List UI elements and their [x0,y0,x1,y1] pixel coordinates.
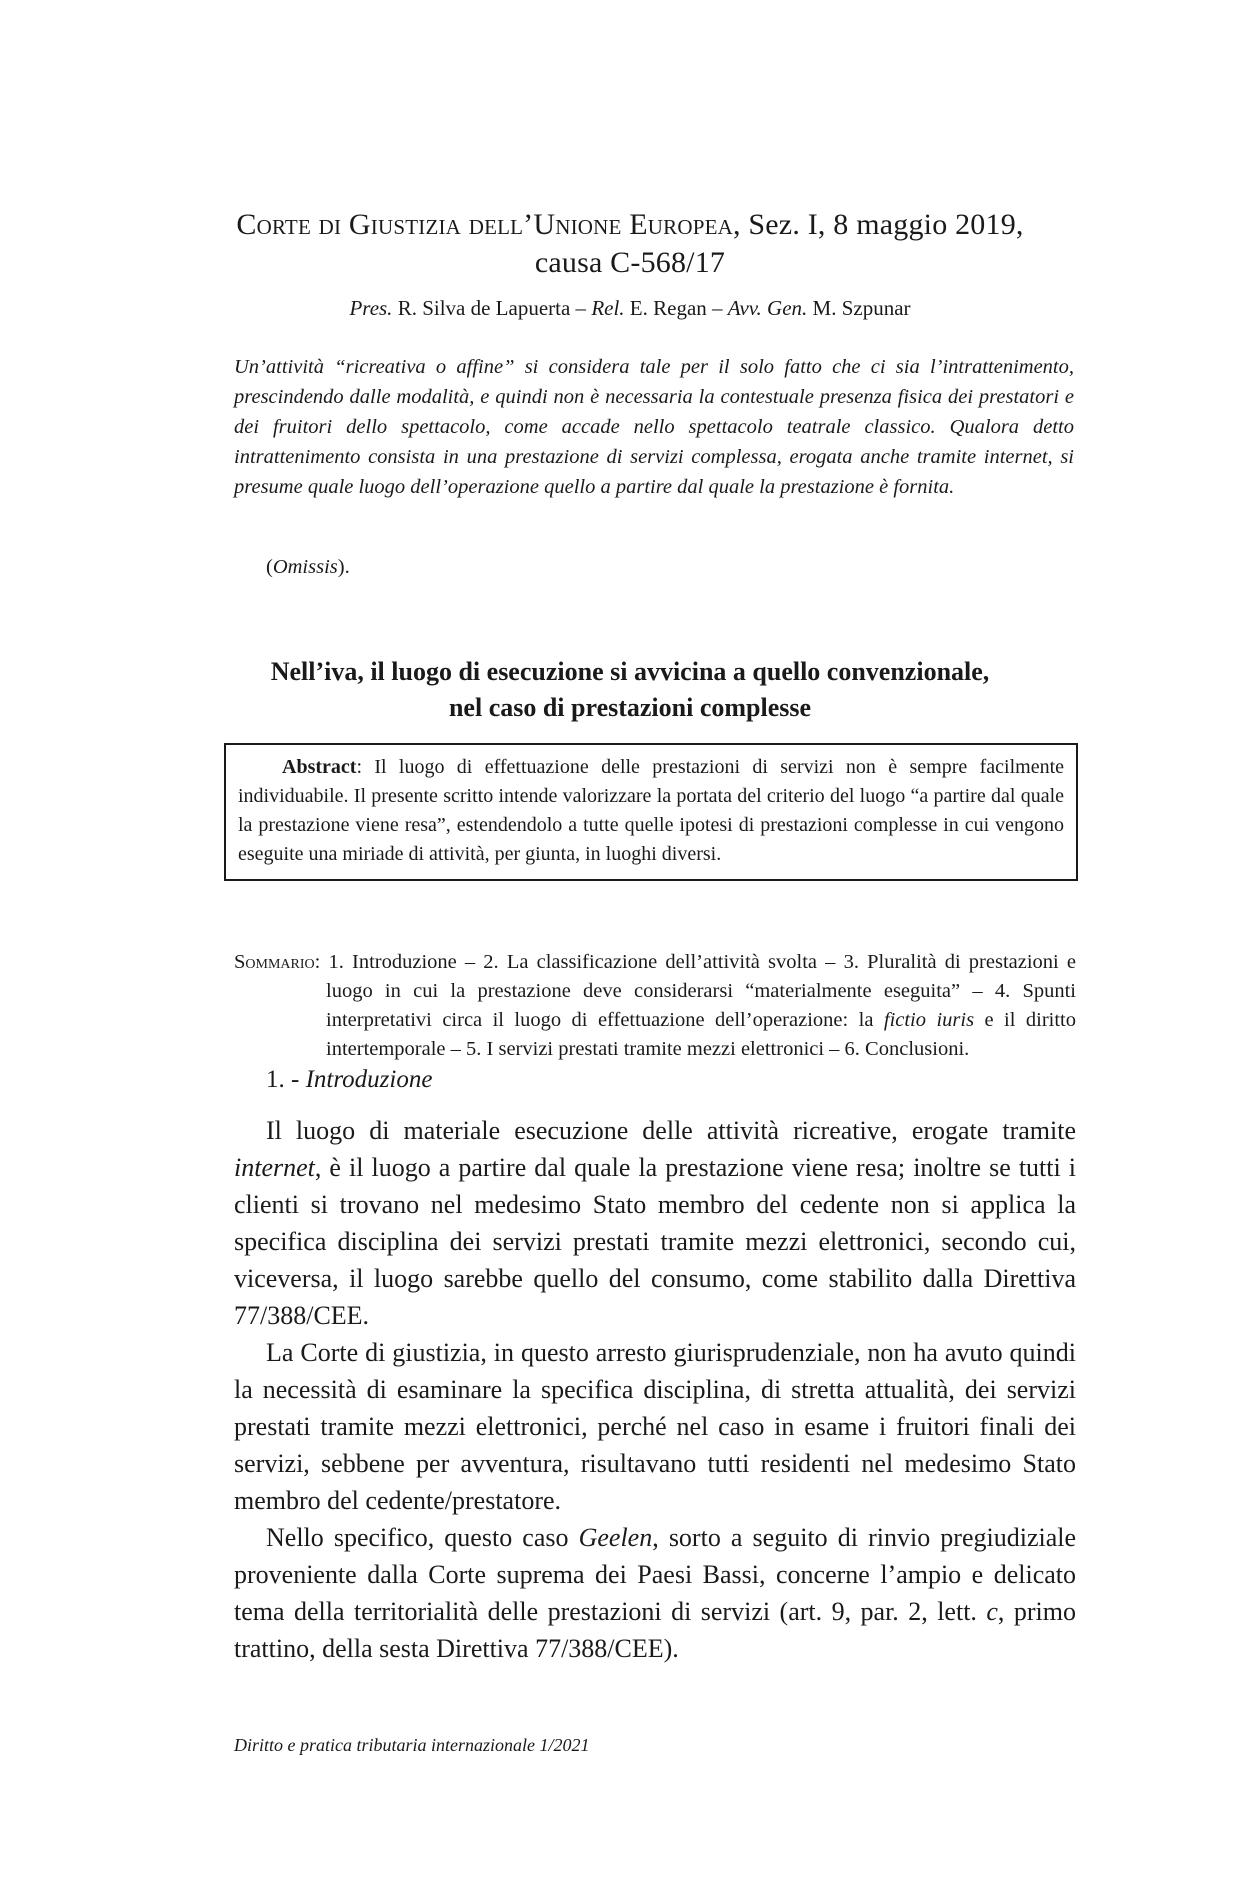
section-title: Introduzione [305,1066,433,1093]
avv-name: M. Szpunar [807,296,911,320]
journal-footer: Diritto e pratica tributaria internazionale 1/2021 [234,1735,590,1755]
summary-block [234,948,1076,1064]
section-heading [266,1066,432,1094]
paragraph-3-letter-c: c [986,1597,998,1626]
case-number: causa C-568/17 [534,246,726,279]
paragraph-1 [234,1112,1076,1334]
paragraph-1-text-a: Il luogo di materiale esecuzione delle attività ricreative, erogate tramite [266,1116,1076,1145]
omissis-close: ). [337,556,350,578]
omissis-open: ( [266,556,273,578]
paragraph-3-text-c: , primo trattino, della sesta Direttiva 77/388/CEE). [234,1597,1076,1663]
summary [234,948,1076,1064]
avv-label: Avv. Gen. [727,296,808,320]
paragraph-3-geelen: Geelen [578,1523,653,1552]
headnote: Un’attività “ricreativa o affine” si considera tale per il solo fatto che ci sia l’intrattenimento, prescindendo dalle modalità, e quindi non è necessaria la contestuale presenza fisica dei prestatori e dei fruitori dello spettacolo, come accade nello spettacolo teatrale classico. Qualora detto intrattenimento consista in una prestazione di servizi complessa, erogata anche tramite internet, si presume quale luogo dell’operazione quello a partire dal quale la prestazione è fornita. [234,356,1074,498]
article-title [180,654,1080,726]
pres-name: R. Silva de Lapuerta – [392,296,592,320]
summary-text-a: : 1. Introduzione – 2. La classificazione dell’attività svolta – 3. Pluralità di prestazioni e luogo in cui la prestazione deve considerarsi “materialmente eseguita” – 4. Spunti interpretativi circa il luogo di effettuazione dell’operazione: la [314,951,1076,1031]
paragraph-1-internet: internet [234,1153,315,1182]
summary-fictio: fictio iuris [883,1009,975,1031]
abstract-label: Abstract [282,756,357,778]
paragraph-3-text-a: Nello specifico, questo caso [266,1523,579,1552]
judges-line [180,296,1080,321]
omissis-note [266,556,350,579]
paragraph-2: La Corte di giustizia, in questo arresto giurisprudenziale, non ha avuto quindi la necessità di esaminare la specifica disciplina, di stretta attualità, dei servizi prestati tramite mezzi elettronici, perché nel caso in esame i fruitori finali dei servizi, sebbene per avventura, risultavano tutti residenti nel medesimo Stato membro del cedente/prestatore. [234,1338,1076,1515]
paragraph-1-text-b: , è il luogo a partire dal quale la prestazione viene resa; inoltre se tutti i clienti si trovano nel medesimo Stato membro del cedente non si applica la specifica disciplina dei servizi prestati tramite mezzi elettronici, secondo cui, viceversa, il luogo sarebbe quello del consumo, come stabilito dalla Direttiva 77/388/CEE. [234,1153,1076,1330]
rel-label: Rel. [591,296,625,320]
abstract-text: : Il luogo di effettuazione delle prestazioni di servizi non è sempre facilmente individuabile. Il presente scritto intende valorizzare la portata del criterio del luogo “a partire dal quale la prestazione viene resa”, estendendolo a tutte quelle ipotesi di prestazioni complesse in cui vengono eseguite una miriade di attività, per giunta, in luoghi diversi. [238,756,1064,865]
case-header [180,206,1080,282]
abstract-box [224,743,1078,881]
summary-label: Sommario [234,951,315,973]
summary-text-b: e il diritto intertemporale – 5. I servizi prestati tramite mezzi elettronici – 6. Conclusioni. [326,1009,1076,1060]
paragraph-3 [234,1519,1076,1667]
article-title-line2: nel caso di prestazioni complesse [448,693,812,722]
court-section-date: , Sez. I, 8 maggio 2019, [733,208,1024,241]
rel-name: E. Regan – [624,296,728,320]
paragraph-3-text-b: , sorto a seguito di rinvio pregiudiziale proveniente dalla Corte suprema dei Paesi Bassi, concerne l’ampio e delicato tema della territorialità delle prestazioni di servizi (art. 9, par. 2, lett. [234,1523,1077,1626]
pres-label: Pres. [349,296,393,320]
section-number: 1. - [266,1066,306,1093]
article-title-line1: Nell’iva, il luogo di esecuzione si avvicina a quello convenzionale, [270,657,990,686]
omissis-word: Omissis [272,556,338,578]
body-text [234,1112,1076,1667]
court-name: Corte di Giustizia dell’Unione Europea [236,208,733,241]
